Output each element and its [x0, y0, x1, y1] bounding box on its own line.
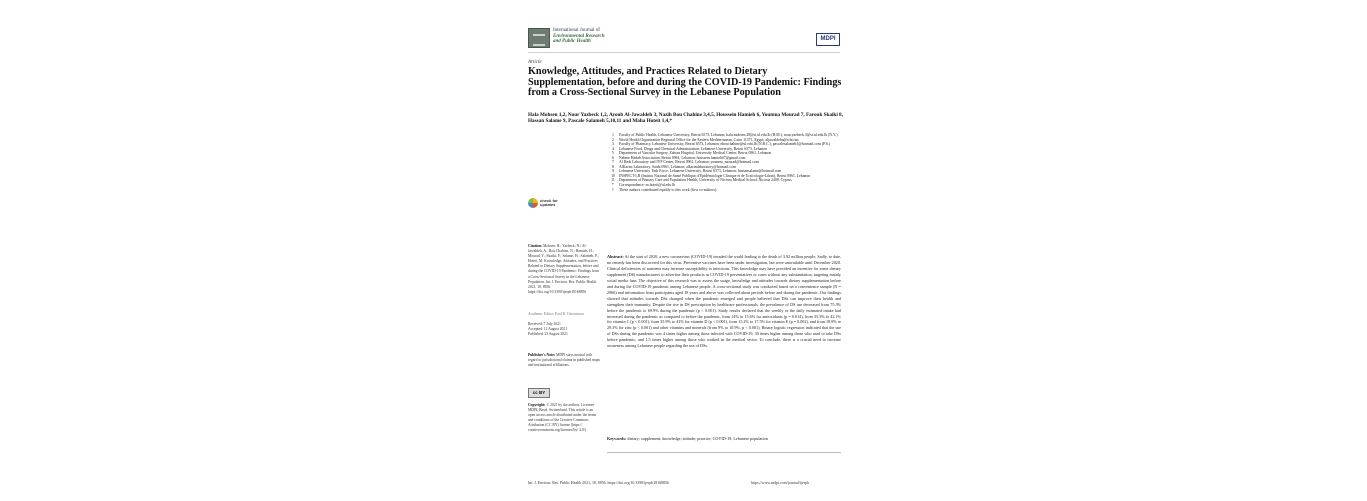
- journal-name-line3: and Public Health: [553, 39, 591, 45]
- affiliation-number: 7: [612, 160, 614, 165]
- check-for-updates-button[interactable]: [528, 197, 574, 211]
- affiliation-text: Faculty of Pharmacy, Lebanese University, Beirut 6573, Lebanon; nbouchahine@ul.edu.lb (N.B.C.); pascalesalameh1@hotmail.com (P.S.): [619, 142, 831, 147]
- affiliation-text: World Health Organization Regional Office for the Eastern Mediterranean, Cairo 11371, Egypt; aljawaldeha@who.int: [619, 137, 799, 142]
- affiliation-number: 11: [611, 178, 615, 183]
- affiliation-text: Faculty of Public Health, Lebanese University, Beirut 6573, Lebanon; hala.mohsen.28@st.ul.edu.lb (H.M.); nour.yazbeck.3@st.ul.edu.lb (N.Y.): [619, 133, 838, 137]
- affiliation-text: INSPECT-LB (Institut National de Santé Publique, d'Epidémiologie Clinique et de Toxicologie-Liban), Beirut 0961, Lebanon: [619, 173, 811, 178]
- affiliation-number: 4: [612, 146, 614, 151]
- affiliation-number: 5: [612, 151, 614, 156]
- copyright-label: Copyright:: [528, 403, 546, 407]
- publication-dates: [528, 322, 600, 337]
- keywords-label: Keywords:: [607, 436, 627, 441]
- citation-text: Mohsen, H.; Yazbeck, N.; Al-Jawaldeh, A.; Bou Chahine, N.; Hamieh, H.; Mourad, Y.; Skaiki, F.; Salame, H.; Salameh, P.; Hoteit, M. Knowledge, Attitudes, and Practices Related to Dietary Supplementation, before and during the COVID-19 Pandemic: Findings from a Cross-Sectional Survey in the Lebanese Population. Int. J. Environ. Res. Public Health 2021, 18, 8856. https://doi.org/10.3390/ijerph18168856: [528, 244, 599, 294]
- check-updates-icon: [528, 198, 538, 208]
- affiliation-number: *: [612, 183, 614, 188]
- affiliation-number: 3: [612, 142, 614, 147]
- affiliation-number: †: [612, 187, 614, 192]
- cc-by-license-icon[interactable]: cc BY: [528, 388, 550, 398]
- publisher-logo: MDPI: [816, 33, 840, 46]
- keywords-text: dietary; supplement; knowledge; attitude; practice; COVID-19; Lebanese population: [627, 436, 768, 441]
- paper-title: Knowledge, Attitudes, and Practices Related to Dietary Supplementation, before and during the COVID-19 Pandemic: Findings from a Cross-Sectional Survey in the Lebanese Population: [528, 66, 842, 99]
- publisher-note-label: Publisher's Note:: [528, 353, 556, 357]
- footer-journal-link[interactable]: https://www.mdpi.com/journal/ijerph: [751, 481, 809, 485]
- author-list: Hala Mohsen 1,2, Nour Yazbeck 1,2, Ayoub Al-Jawaldeh 3, Nazih Bou Chahine 3,4,5, Houssein Hamieh 6, Youmna Mourad 7, Farouk Skaiki 8, Hassan Salame 9, Pascale Salameh 5,10,11 and Maha Hoteit 1,4,*: [528, 112, 843, 125]
- affiliation-text: Department of Vascular Surgery, Zahraa Hospital, University Medical Center, Beirut 0961, Lebanon: [619, 151, 772, 156]
- affiliation-text: AlKarim Laboratory, Saida 0961, Lebanon; alkarimlaboratory@hotmail.com: [619, 164, 736, 169]
- affiliation-text: Nehme Hadab Association, Beirut 0961, Lebanon; houssein.hamieh07@gmail.com: [619, 155, 746, 160]
- abstract-text: At the start of 2020, a new coronavirus (COVID-19) invaded the world leading to the death of 3.92 million people. Sadly, to date, no remedy has been discovered for this virus. Preventive vaccines have been under investigation, but were unavailable until December 2020. Clinical deficiencies of nutrients may increase susceptibility to infections. This knowledge may have provided an incentive for some dietary supplement (DS) manufacturers to advertise their products as COVID-19 preventatives or cures without any substantiation, targeting mainly social media fans. The objective of this research was to assess the usage, knowledge and attitudes towards dietary supplementation before and during the COVID-19 pandemic among Lebanese people. A cross-sectional study was conducted based on a convenience sample (N = 2966) and information from participants aged 18 years and above was collected about periods before and during the pandemic. Our findings showed that attitudes towards DSs changed when the pandemic emerged and people believed that DSs can improve their health and strengthen their immunity. Despite the rise in DS prescription by healthcare professionals, the prevalence of DS use decreased from 75.3% before the pandemic to 69.9% during the pandemic (p < 0.001). Study results declared that the weekly or the daily estimated intake had increased during the pandemic as compared to before the pandemic, from 14% to 15.6% for antioxidants (p = 0.014), from 35.3% to 42.1% for vitamin C (p < 0.001), from 35.9% to 41% for vitamin D (p < 0.001), from 15.2% to 17.5% for vitamin E (p = 0.002), and from 18.9% to 29.3% for zinc (p < 0.001) and other vitamins and minerals (from 9% to 10.9%, p < 0.001). Binary logistic regression indicated that the use of DSs during the pandemic was 4 times higher among those infected with COVID-19, 30 times higher among those who used to take DSs before pandemic, and 1.5 times higher among those who worked in the medical sector. To conclude, there is a crucial need to increase awareness among Lebanese people regarding the use of DSs.: [607, 254, 841, 349]
- check-updates-line1: check for: [540, 198, 558, 203]
- keywords: [607, 436, 841, 442]
- affiliation-text: Correspondence: m.hoteit@ul.edu.lb: [619, 183, 676, 188]
- abstract-divider: [607, 452, 841, 453]
- copyright: [528, 403, 600, 434]
- published-date: Published: 23 August 2021: [528, 332, 568, 337]
- journal-logo-icon: [528, 28, 550, 48]
- affiliation-number: 9: [612, 169, 614, 174]
- journal-name: [553, 28, 643, 45]
- affiliation-number: 10: [611, 173, 615, 178]
- affiliation-number: 1: [612, 133, 614, 137]
- article-type: Article: [528, 60, 542, 65]
- header-divider: [528, 52, 840, 53]
- publisher-note-text: MDPI stays neutral with regard to jurisdictional claims in published maps and institutional affiliations.: [528, 353, 600, 368]
- affiliation-text: Department of Primary Care and Population Health, University of Nicosia Medical School, Nicosia 2408, Cyprus: [619, 178, 792, 183]
- affiliation-number: 6: [612, 155, 614, 160]
- affiliation-text: Al Hadi Laboratory and IVF Center, Beirut 0961, Lebanon; youmna_mourad@hotmail.com: [619, 160, 759, 165]
- citation-label: Citation:: [528, 244, 543, 248]
- accepted-date: Accepted: 11 August 2021: [528, 327, 568, 332]
- affiliation-text: Lebanese University Task Force, Lebanese University, Beirut 6573, Lebanon; hassansalame@hotmail.com: [619, 169, 782, 174]
- publisher-note: [528, 353, 600, 373]
- check-updates-line2: updates: [540, 202, 556, 208]
- affiliation-text: Lebanese Food, Drugs and Chemical Administration, Lebanese University, Beirut 6573, Lebanon: [619, 146, 768, 151]
- citation: [528, 244, 600, 295]
- abstract-label: Abstract:: [607, 254, 624, 259]
- academic-editor: Academic Editor: Paul B. Tchounwou: [528, 312, 585, 316]
- copyright-text: © 2021 by the authors. Licensee MDPI, Basel, Switzerland. This article is an open access article distributed under the terms and conditions of the Creative Commons Attribution (CC BY) license (https:// creativecommons.org/licenses/by/ 4.0/).: [528, 403, 597, 433]
- affiliation-number: 2: [612, 137, 614, 142]
- received-date: Received: 7 July 2021: [528, 322, 561, 326]
- journal-name-line2: Environmental Research: [553, 33, 605, 39]
- affiliations: [607, 133, 843, 192]
- footer-citation: Int. J. Environ. Res. Public Health 2021, 18, 8856. https://doi.org/10.3390/ijerph18168856: [528, 481, 669, 485]
- journal-name-line1: International Journal of: [553, 28, 600, 33]
- affiliation-item: [607, 188, 843, 193]
- abstract: [607, 254, 841, 349]
- affiliation-number: 8: [612, 164, 614, 169]
- affiliation-text: These authors contributed equally to this work (first co-authors).: [619, 187, 718, 192]
